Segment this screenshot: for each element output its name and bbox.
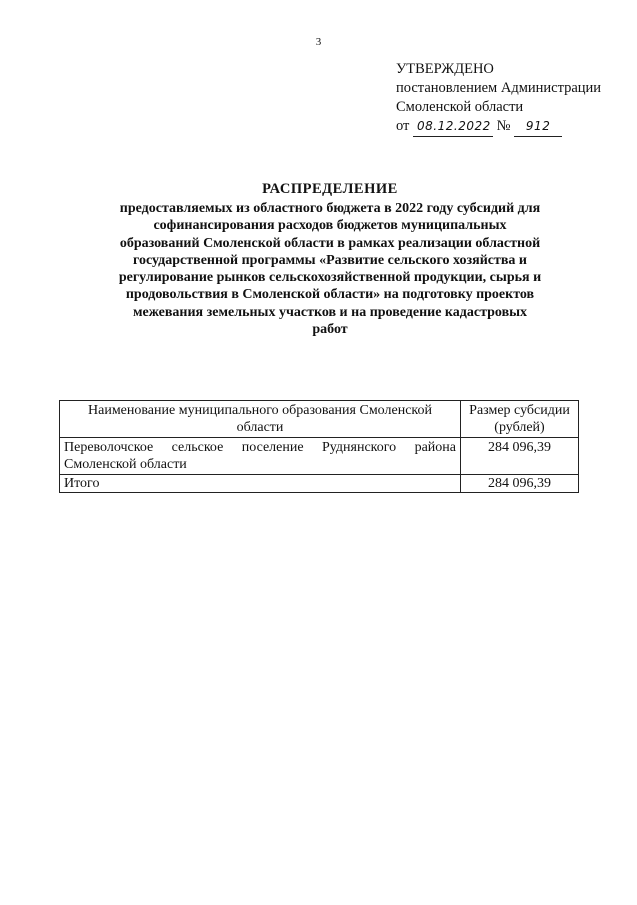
row-name: Переволочское сельское поселение Руднянского района Смоленской области <box>60 438 461 475</box>
handwritten-date: 08.12.2022 <box>413 117 493 137</box>
handwritten-number: 912 <box>514 117 562 137</box>
date-prefix: от <box>396 118 410 134</box>
subsidies-table <box>59 400 579 493</box>
document-subtitle: предоставляемых из областного бюджета в 2022 году субсидий для софинансирования расходов бюджетов муниципальных образований Смоленской области в рамках реализации областной государственной программы «Развитие сельского хозяйства и регулирование рынков сельскохозяйственной продукции, сырья и продовольствия в Смоленской области» на подготовку проектов межевания земельных участков и на проведение кадастровых работ <box>118 201 542 338</box>
row-amount: 284 096,39 <box>461 438 579 475</box>
approval-title: УТВЕРЖДЕНО <box>396 61 494 77</box>
header-name: Наименование муниципального образования Смоленской области <box>60 401 461 438</box>
document-title: РАСПРЕДЕЛЕНИЕ <box>262 181 398 197</box>
table-row <box>60 438 579 475</box>
approval-line-1: постановлением Администрации <box>396 80 602 96</box>
table-header-row <box>60 401 579 438</box>
header-amount: Размер субсидии (рублей) <box>461 401 579 438</box>
approval-stamp <box>396 60 601 137</box>
number-sign: № <box>496 118 511 134</box>
document-heading <box>100 180 560 338</box>
approval-line-2: Смоленской области <box>396 99 524 115</box>
approval-date-line <box>396 117 601 137</box>
total-label: Итого <box>60 475 461 493</box>
page-number: 3 <box>315 36 322 48</box>
total-row <box>60 475 579 493</box>
total-amount: 284 096,39 <box>461 475 579 493</box>
